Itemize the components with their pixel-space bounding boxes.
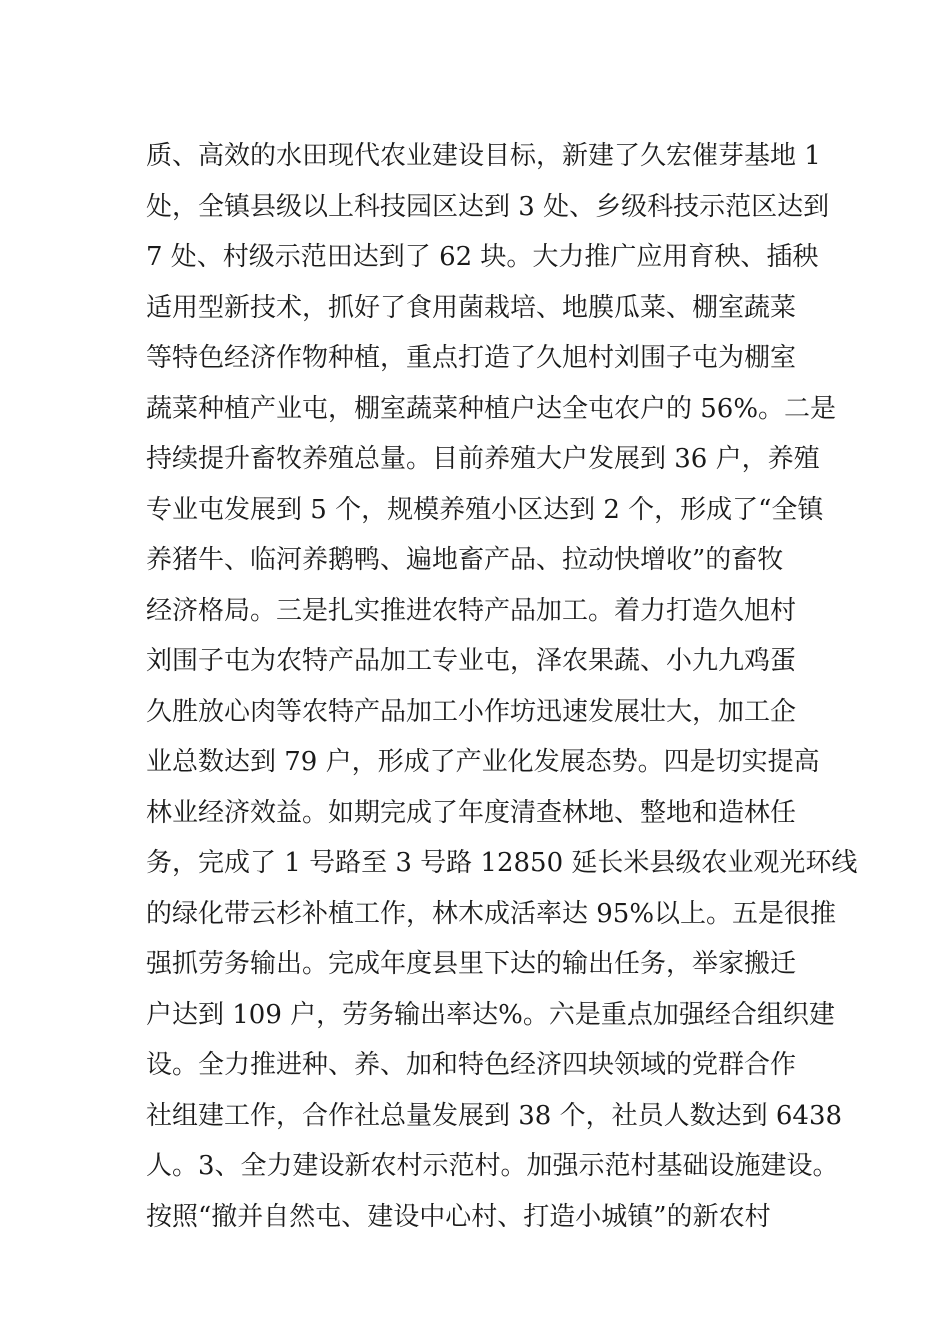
text-line: 持续提升畜牧养殖总量。目前养殖大户发展到 36 户，养殖 — [146, 444, 820, 474]
text-line: 按照“撤并自然屯、建设中心村、打造小城镇”的新农村 — [146, 1201, 771, 1232]
text-line: 社组建工作，合作社总量发展到 38 个，社员人数达到 6438 — [146, 1100, 843, 1131]
text-line: 业总数达到 79 户，形成了产业化发展态势。四是切实提高 — [146, 747, 820, 777]
text-line: 经济格局。三是扎实推进农特产品加工。着力打造久旭村 — [146, 595, 797, 626]
text-line: 户达到 109 户，劳务输出率达%。六是重点加强经合组织建 — [146, 999, 835, 1030]
text-line: 养猪牛、临河养鹅鸭、遍地畜产品、拉动快增收”的畜牧 — [146, 545, 784, 575]
text-line: 设。全力推进种、养、加和特色经济四块领域的党群合作 — [146, 1050, 797, 1080]
text-line: 处，全镇县级以上科技园区达到 3 处、乡级科技示范区达到 — [146, 191, 830, 222]
text-line: 林业经济效益。如期完成了年度清查林地、整地和造林任 — [146, 797, 797, 828]
text-line: 7 处、村级示范田达到了 62 块。大力推广应用育秧、插秧 — [146, 242, 819, 272]
body-text — [146, 131, 858, 1242]
text-line: 务，完成了 1 号路至 3 号路 12850 延长米县级农业观光环线 — [146, 848, 858, 878]
text-line: 刘围子屯为农特产品加工专业屯，泽农果蔬、小九九鸡蛋 — [146, 646, 797, 676]
text-line: 蔬菜种植产业屯，棚室蔬菜种植户达全屯农户的 56%。二是 — [146, 393, 837, 424]
text-line: 强抓劳务输出。完成年度县里下达的输出任务，举家搬迁 — [146, 949, 797, 979]
text-line: 等特色经济作物种植，重点打造了久旭村刘围子屯为棚室 — [146, 343, 797, 373]
text-line: 适用型新技术，抓好了食用菌栽培、地膜瓜菜、棚室蔬菜 — [146, 292, 797, 323]
text-line: 的绿化带云杉补植工作，林木成活率达 95%以上。五是很推 — [146, 898, 837, 929]
text-line: 久胜放心肉等农特产品加工小作坊迅速发展壮大，加工企 — [146, 696, 797, 727]
text-line: 质、高效的水田现代农业建设目标，新建了久宏催芽基地 1 — [146, 141, 821, 171]
text-line: 人。3、全力建设新农村示范村。加强示范村基础设施建设。 — [146, 1151, 839, 1181]
text-line: 专业屯发展到 5 个，规模养殖小区达到 2 个，形成了“全镇 — [146, 494, 824, 525]
